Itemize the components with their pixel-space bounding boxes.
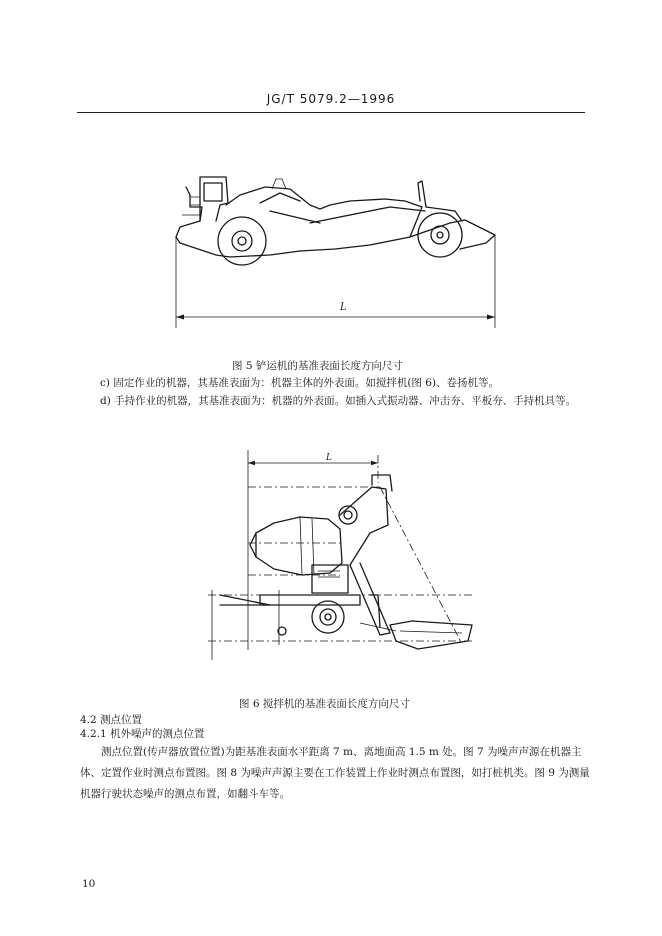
figure-5-dimension-label: L xyxy=(340,302,347,313)
list-item-d: d) 手持作业的机器，其基准表面为：机器的外表面。如插入式振动器、冲击夯、平板夯、手持机具等。 xyxy=(100,395,577,407)
page-number: 10 xyxy=(82,878,96,890)
body-paragraph: 测点位置(传声器放置位置)为距基准表面水平距离 7 m、离地面高 1.5 m 处。图 7 为噪声声源在机器主体、定置作业时测点布置图。图 8 为噪声声源主要在工作装置上作业时测点布置图，如打桩机类。图 9 为测量机器行驶状态噪声的测点布置，如翻斗车等。 xyxy=(80,746,590,800)
running-header: JG/T 5079.2—1996 xyxy=(266,92,396,106)
figure-5-caption: 图 5 铲运机的基准表面长度方向尺寸 xyxy=(232,360,403,372)
figure-5-scraper-drawing xyxy=(160,165,510,335)
figure-6-dimension-label: L xyxy=(326,453,332,463)
figure-6-caption: 图 6 搅拌机的基准表面长度方向尺寸 xyxy=(239,698,410,710)
figure-6-mixer-drawing xyxy=(200,445,490,665)
header-rule xyxy=(77,112,585,113)
section-4-2-1-heading: 4.2.1 机外噪声的测点位置 xyxy=(80,728,205,740)
section-4-2-heading: 4.2 测点位置 xyxy=(80,714,143,726)
list-item-c: c) 固定作业的机器，其基准表面为：机器主体的外表面。如搅拌机(图 6)、卷扬机等。 xyxy=(100,377,500,389)
